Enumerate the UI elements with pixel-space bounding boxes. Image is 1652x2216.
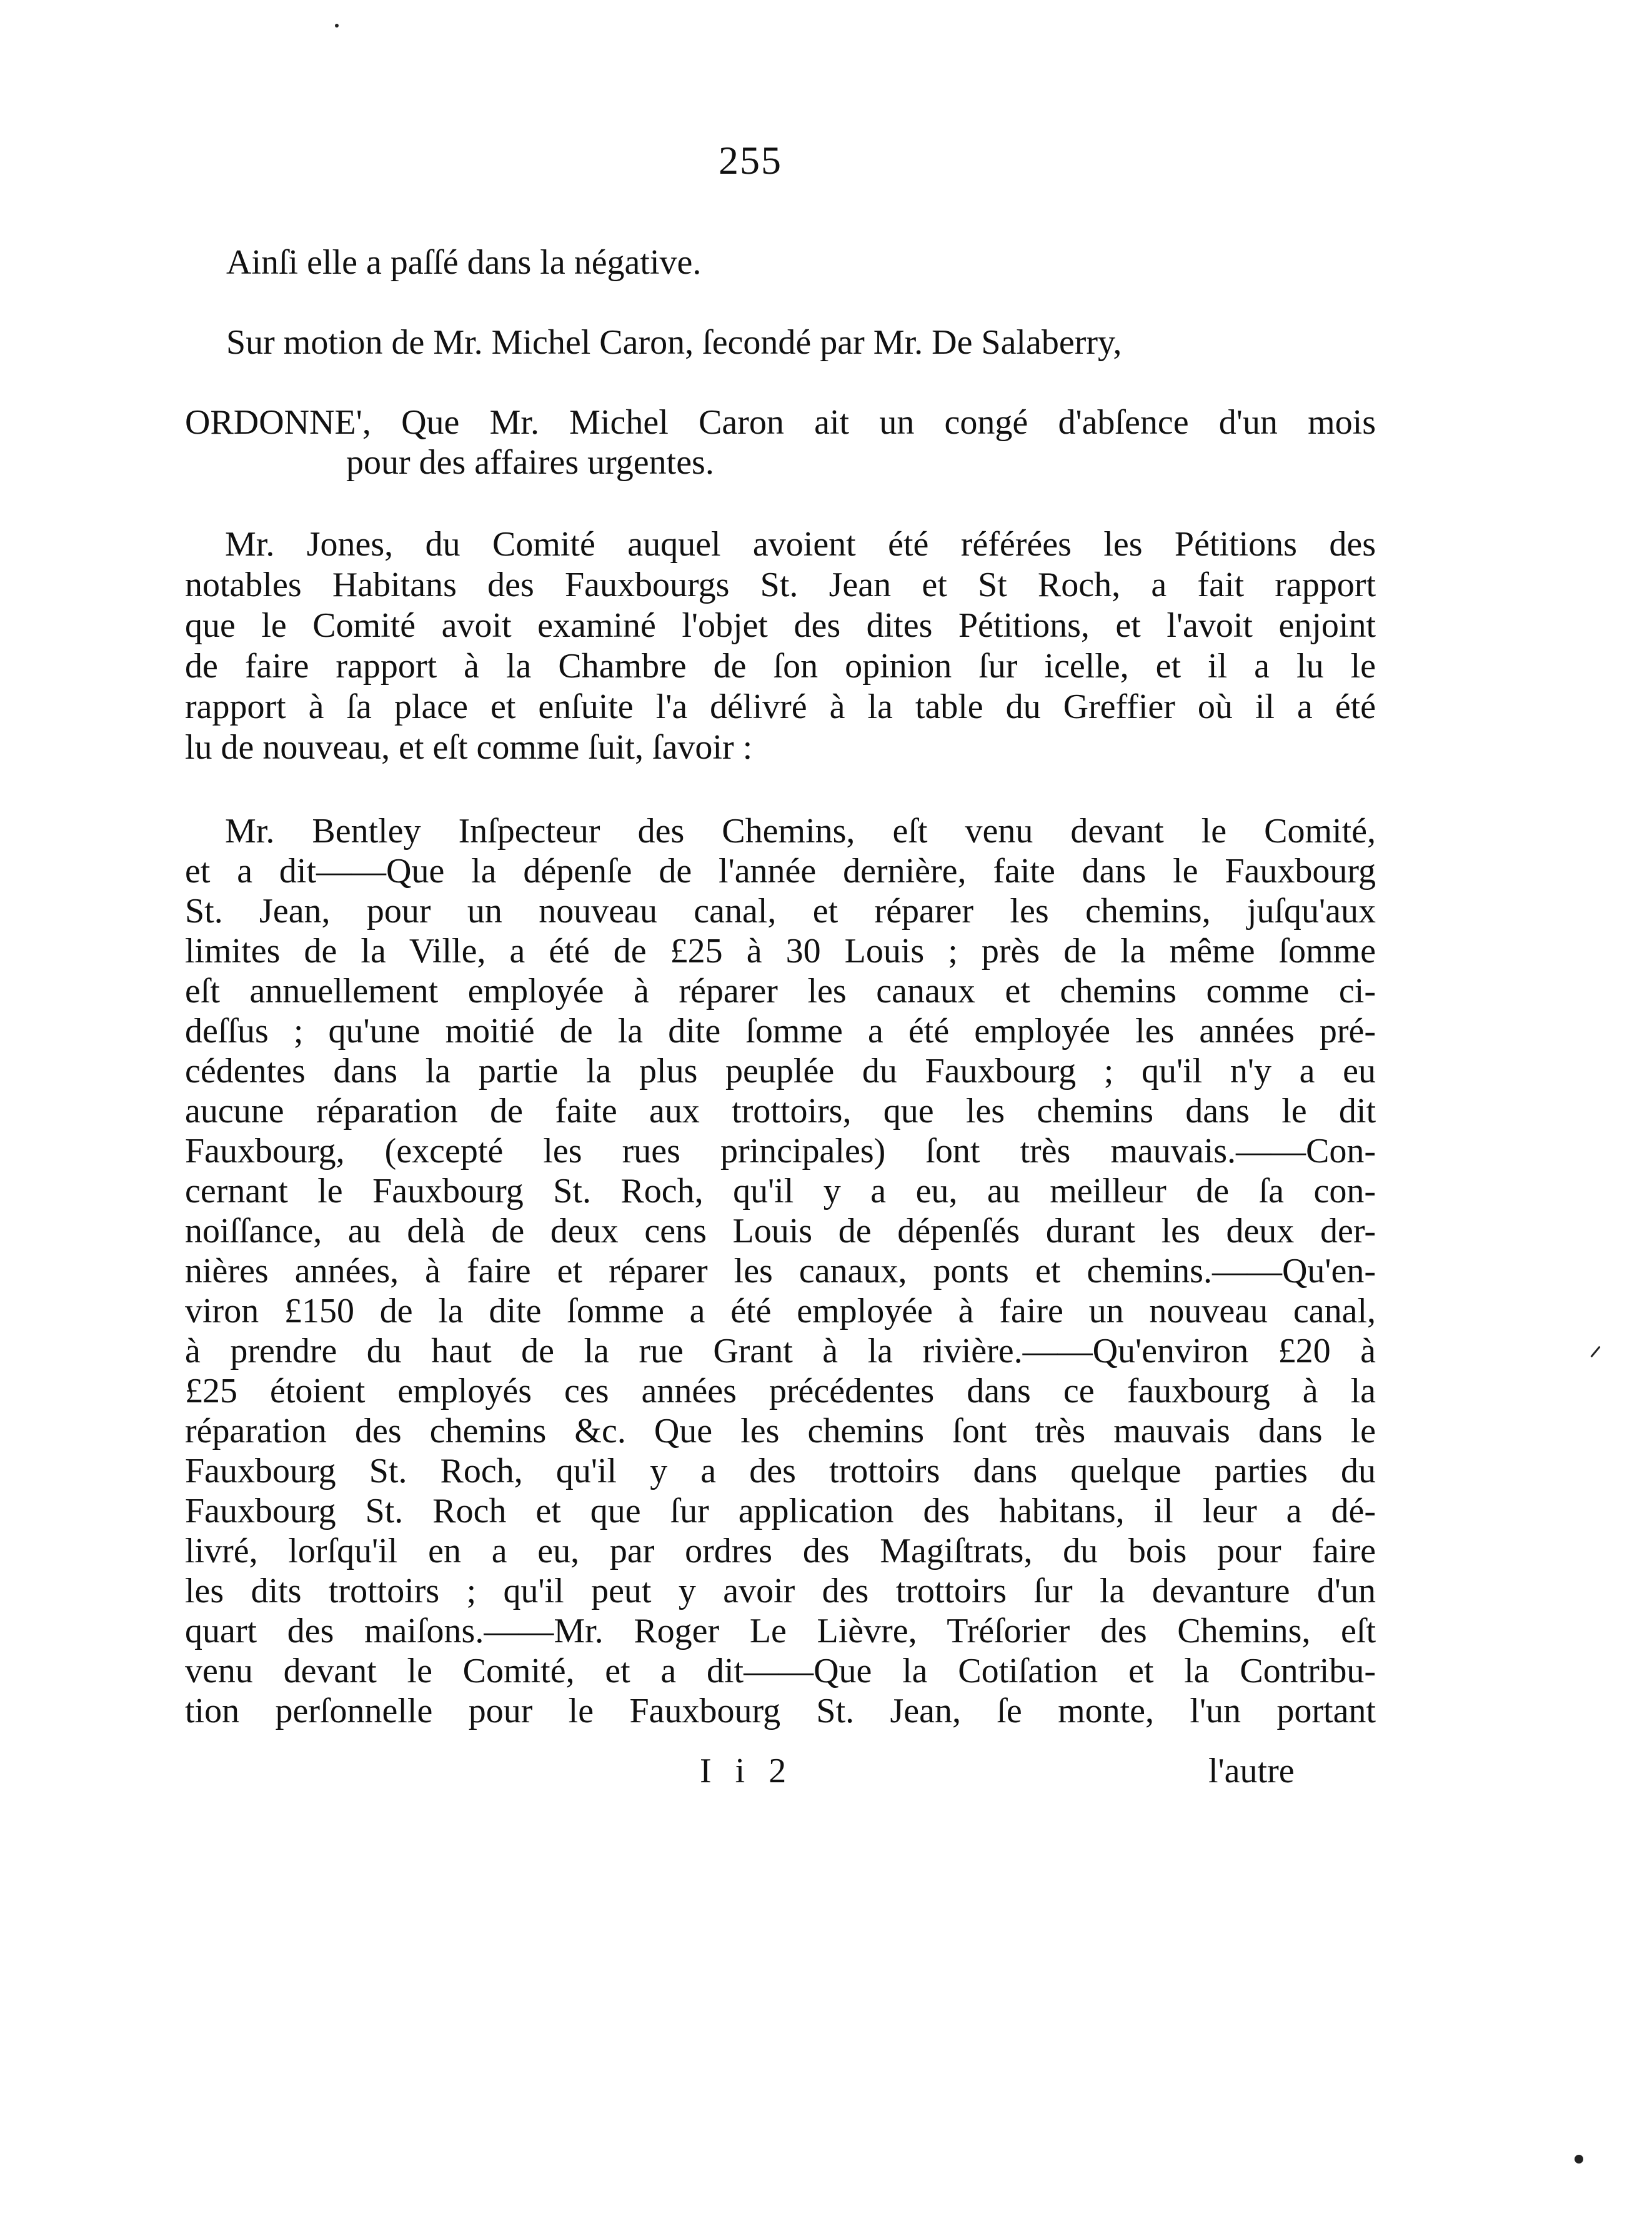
paragraph-motion: Sur motion de Mr. Michel Caron, ſecondé par Mr. De Salaberry, — [226, 323, 1122, 362]
text-line: quart des maiſons.——Mr. Roger Le Lièvre, Tréſorier des Chemins, eſt — [185, 1612, 1376, 1650]
text-line: réparation des chemins &c. Que les chemins ſont très mauvais dans le — [185, 1412, 1376, 1450]
paper-mark — [1590, 1346, 1600, 1358]
text-line: notables Habitans des Fauxbourgs St. Jean et St Roch, a fait rapport — [185, 566, 1376, 604]
text-line: aucune réparation de faite aux trottoirs, que les chemins dans le dit — [185, 1092, 1376, 1130]
text-line: £25 étoient employés ces années précédentes dans ce fauxbourg à la — [185, 1372, 1376, 1410]
text-line: Mr. Jones, du Comité auquel avoient été référées les Pétitions des — [225, 525, 1376, 564]
text-line: tion perſonnelle pour le Fauxbourg St. Jean, ſe monte, l'un portant — [185, 1692, 1376, 1730]
paper-speck — [1575, 2155, 1583, 2164]
text-line: les dits trottoirs ; qu'il peut y avoir des trottoirs ſur la devanture d'un — [185, 1572, 1376, 1610]
text-line: Mr. Bentley Inſpecteur des Chemins, eſt venu devant le Comité, — [225, 812, 1376, 851]
text-line: St. Jean, pour un nouveau canal, et réparer les chemins, juſqu'aux — [185, 892, 1376, 931]
text-line: eſt annuellement employée à réparer les canaux et chemins comme ci- — [185, 972, 1376, 1011]
text-line: deſſus ; qu'une moitié de la dite ſomme a été employée les années pré- — [185, 1012, 1376, 1051]
text-line: à prendre du haut de la rue Grant à la rivière.——Qu'environ £20 à — [185, 1332, 1376, 1370]
paper-speck — [335, 24, 339, 27]
text-line: venu devant le Comité, et a dit——Que la Cotiſation et la Contribu- — [185, 1652, 1376, 1690]
text-line: livré, lorſqu'il en a eu, par ordres des Magiſtrats, du bois pour faire — [185, 1532, 1376, 1570]
text-line: Fauxbourg St. Roch, qu'il y a des trottoirs dans quelque parties du — [185, 1452, 1376, 1490]
text-line: cédentes dans la partie la plus peuplée du Fauxbourg ; qu'il n'y a eu — [185, 1052, 1376, 1091]
catchword: l'autre — [1208, 1752, 1295, 1790]
text-line: noiſſance, au delà de deux cens Louis de dépenſés durant les deux der- — [185, 1212, 1376, 1250]
paragraph-negative: Ainſi elle a paſſé dans la négative. — [226, 243, 702, 282]
text-line: Fauxbourg St. Roch et que ſur application des habitans, il leur a dé- — [185, 1492, 1376, 1530]
text-line: et a dit——Que la dépenſe de l'année dernière, faite dans le Fauxbourg — [185, 852, 1376, 891]
page-number: 255 — [719, 138, 782, 182]
text-line: viron £150 de la dite ſomme a été employée à faire un nouveau canal, — [185, 1292, 1376, 1330]
text-line: cernant le Fauxbourg St. Roch, qu'il y a eu, au meilleur de ſa con- — [185, 1172, 1376, 1210]
signature-mark: I i 2 — [700, 1752, 794, 1790]
paragraph-ordonne-line-1: ORDONNE', Que Mr. Michel Caron ait un congé d'abſence d'un mois — [185, 403, 1376, 442]
text-line: limites de la Ville, a été de £25 à 30 Louis ; près de la même ſomme — [185, 932, 1376, 971]
text-line: lu de nouveau, et eſt comme ſuit, ſavoir : — [185, 728, 753, 767]
text-line: rapport à ſa place et enſuite l'a délivré à la table du Greffier où il a été — [185, 687, 1376, 726]
text-line: que le Comité avoit examiné l'objet des dites Pétitions, et l'avoit enjoint — [185, 606, 1376, 645]
text-line: Fauxbourg, (excepté les rues principales) ſont très mauvais.——Con- — [185, 1132, 1376, 1170]
paragraph-ordonne-line-2: pour des affaires urgentes. — [346, 443, 714, 482]
text-line: nières années, à faire et réparer les canaux, ponts et chemins.——Qu'en- — [185, 1252, 1376, 1290]
text-line: de faire rapport à la Chambre de ſon opinion ſur icelle, et il a lu le — [185, 647, 1376, 686]
